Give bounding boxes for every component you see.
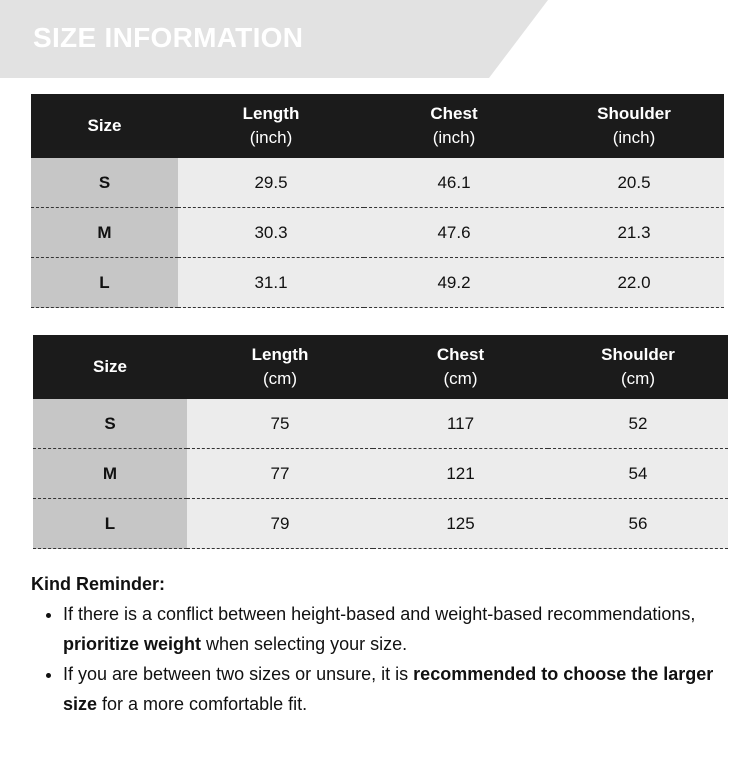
table-row: [31, 208, 724, 258]
column-header-size: [31, 94, 178, 158]
page-title: SIZE INFORMATION: [33, 22, 304, 53]
reminder-item: [63, 599, 731, 659]
length-cell: 77: [187, 449, 373, 499]
chest-cell: 49.2: [364, 258, 544, 308]
reminder-text: for a more comfortable fit.: [97, 694, 308, 714]
column-header-length: [187, 335, 373, 399]
table-row: [33, 499, 728, 549]
chest-cell: 125: [373, 499, 548, 549]
column-header-label: Size: [87, 116, 122, 135]
column-header-label: Length: [251, 345, 309, 364]
column-header-unit: (cm): [621, 369, 655, 388]
length-cell: 75: [187, 399, 373, 449]
column-header-unit: (cm): [443, 369, 478, 388]
column-header-label: Length: [242, 104, 300, 123]
table-header-row: [31, 94, 724, 158]
chest-cell: 46.1: [364, 158, 544, 208]
size-table-inch: [31, 94, 724, 308]
shoulder-cell: 54: [548, 449, 728, 499]
table-row: [33, 449, 728, 499]
length-cell: 79: [187, 499, 373, 549]
table-header-row: [33, 335, 728, 399]
length-cell: 29.5: [178, 158, 364, 208]
table-row: [33, 399, 728, 449]
column-header-unit: (inch): [432, 128, 476, 147]
reminder-title: Kind Reminder:: [31, 574, 166, 594]
column-header-chest: [364, 94, 544, 158]
size-table-cm: [33, 335, 728, 549]
reminder-list: [31, 599, 731, 719]
size-cell: L: [33, 499, 187, 549]
column-header-label: Size: [92, 357, 128, 376]
shoulder-cell: 56: [548, 499, 728, 549]
length-cell: 30.3: [178, 208, 364, 258]
length-cell: 31.1: [178, 258, 364, 308]
reminder-text: If there is a conflict between height-based and weight-based recommendations,: [63, 604, 696, 624]
reminder-emphasis: prioritize weight: [63, 634, 202, 654]
column-header-chest: [373, 335, 548, 399]
column-header-size: [33, 335, 187, 399]
column-header-label: Shoulder: [601, 345, 675, 364]
reminder-text: If you are between two sizes or unsure, it is: [63, 664, 414, 684]
column-header-length: [178, 94, 364, 158]
reminder-item: [63, 659, 731, 719]
column-header-label: Shoulder: [597, 104, 671, 123]
column-header-unit: (cm): [263, 369, 297, 388]
reminder-text: when selecting your size.: [201, 634, 408, 654]
size-cell: M: [33, 449, 187, 499]
shoulder-cell: 22.0: [544, 258, 724, 308]
table-row: [31, 158, 724, 208]
column-header-unit: (inch): [249, 128, 293, 147]
chest-cell: 117: [373, 399, 548, 449]
column-header-unit: (inch): [612, 128, 656, 147]
size-cell: M: [31, 208, 178, 258]
kind-reminder: [31, 574, 731, 719]
chest-cell: 121: [373, 449, 548, 499]
shoulder-cell: 52: [548, 399, 728, 449]
chest-cell: 47.6: [364, 208, 544, 258]
size-cell: S: [33, 399, 187, 449]
column-header-shoulder: [548, 335, 728, 399]
column-header-shoulder: [544, 94, 724, 158]
column-header-label: Chest: [436, 345, 485, 364]
table-row: [31, 258, 724, 308]
shoulder-cell: 20.5: [544, 158, 724, 208]
size-cell: L: [31, 258, 178, 308]
column-header-label: Chest: [430, 104, 478, 123]
shoulder-cell: 21.3: [544, 208, 724, 258]
reminder-emphasis: recommended to choose the larger size: [63, 664, 714, 714]
size-cell: S: [31, 158, 178, 208]
